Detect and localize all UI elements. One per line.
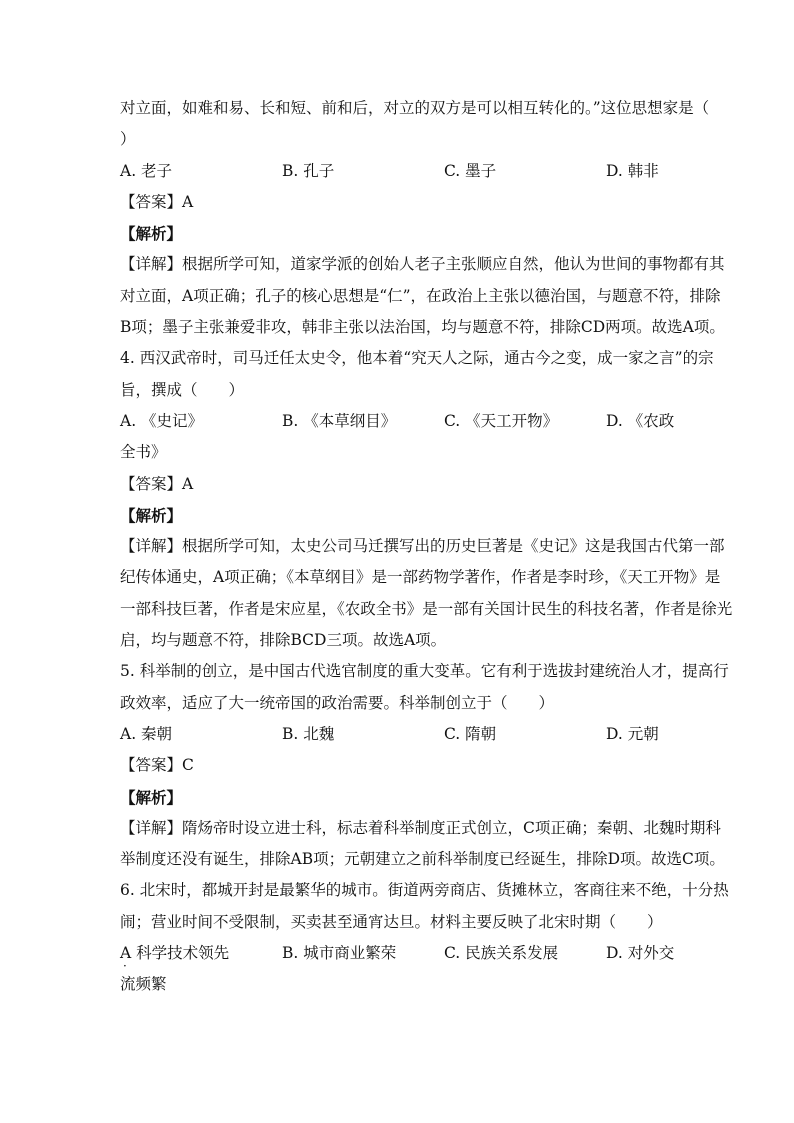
q6-option-c: C. 民族关系发展 <box>444 944 559 963</box>
document-page <box>120 93 733 1001</box>
q4-detail-line-1: 【详解】根据所学可知，太史公司马迁撰写出的历史巨著是《史记》这是我国古代第一部 <box>120 537 725 556</box>
q5-analysis-heading: 【解析】 <box>120 787 183 807</box>
q6-option-d-continuation: 流频繁 <box>120 975 167 994</box>
q3-stem-line-1: 对立面，如难和易、长和短、前和后，对立的双方是可以相互转化的。”这位思想家是（ <box>120 99 710 117</box>
q5-stem-line-1: 5. 科举制的创立，是中国古代选官制度的重大变革。它有利于选拔封建统治人才，提高行 <box>120 662 729 681</box>
q4-option-d: D. 《农政 <box>606 411 675 430</box>
q5-option-a: A. 秦朝 <box>120 724 173 743</box>
q4-analysis-heading: 【解析】 <box>120 505 183 525</box>
q5-option-d: D. 元朝 <box>606 724 659 743</box>
q5-option-c: C. 隋朝 <box>444 724 497 743</box>
q5-detail-line-1: 【详解】隋炀帝时设立进士科，标志着科举制度正式创立，C项正确；秦朝、北魏时期科 <box>120 818 721 837</box>
q6-options <box>120 938 676 974</box>
q3-detail-line-2: 对立面，A项正确；孔子的核心思想是“仁”，在政治上主张以德治国，与题意不符，排除 <box>120 286 721 305</box>
dot-mark: · <box>123 959 127 974</box>
q3-options <box>120 156 676 187</box>
q5-option-b: B. 北魏 <box>282 724 335 743</box>
q3-option-c: C. 墨子 <box>444 161 497 180</box>
q6-option-a: A 科学技术领先 <box>120 944 230 963</box>
q6-option-d: D. 对外交 <box>606 944 675 963</box>
q3-option-d: D. 韩非 <box>606 161 659 180</box>
q4-answer: 【答案】A <box>120 474 194 493</box>
q5-options <box>120 719 676 750</box>
q4-option-b: B. 《本草纲目》 <box>282 411 397 430</box>
q3-analysis-heading: 【解析】 <box>120 224 183 244</box>
q3-detail-line-3: B项；墨子主张兼爱非攻，韩非主张以法治国，均与题意不符，排除CD两项。故选A项。 <box>120 318 725 337</box>
q4-stem-line-2: 旨，撰成（ ） <box>120 380 245 399</box>
q4-detail-line-4: 启，均与题意不符，排除BCD三项。故选A项。 <box>120 631 447 650</box>
q5-answer: 【答案】C <box>120 756 194 775</box>
q4-detail-line-2: 纪传体通史，A项正确；《本草纲目》是一部药物学著作，作者是李时珍，《天工开物》是 <box>120 568 721 587</box>
q6-stem-line-2: 闹；营业时间不受限制，买卖甚至通宵达旦。材料主要反映了北宋时期（ ） <box>120 912 663 931</box>
q4-options <box>120 406 676 437</box>
q3-stem-line-2: ） <box>120 130 136 149</box>
q3-option-a: A. 老子 <box>120 161 173 180</box>
q3-option-b: B. 孔子 <box>282 161 335 180</box>
q5-detail-line-2: 举制度还没有诞生，排除AB项；元朝建立之前科举制度已经诞生，排除D项。故选C项。 <box>120 850 725 869</box>
q4-detail-line-3: 一部科技巨著，作者是宋应星，《农政全书》是一部有关国计民生的科技名著，作者是徐光 <box>120 599 733 618</box>
q3-answer: 【答案】A <box>120 192 194 211</box>
q3-detail-line-1: 【详解】根据所学可知，道家学派的创始人老子主张顺应自然，他认为世间的事物都有其 <box>120 255 725 274</box>
q4-option-d-continuation: 全书》 <box>120 443 167 462</box>
q4-option-a: A. 《史记》 <box>120 411 204 430</box>
q6-stem-line-1: 6. 北宋时，都城开封是最繁华的城市。街道两旁商店、货摊林立，客商往来不绝，十分热 <box>120 881 729 900</box>
q5-stem-line-2: 政效率，适应了大一统帝国的政治需要。科举制创立于（ ） <box>120 693 555 712</box>
q4-option-c: C. 《天工开物》 <box>444 411 559 430</box>
q6-option-b: B. 城市商业繁荣 <box>282 944 397 963</box>
q4-stem-line-1: 4. 西汉武帝时，司马迁任太史令，他本着“究天人之际，通古今之变，成一家之言”的宗 <box>120 349 714 368</box>
